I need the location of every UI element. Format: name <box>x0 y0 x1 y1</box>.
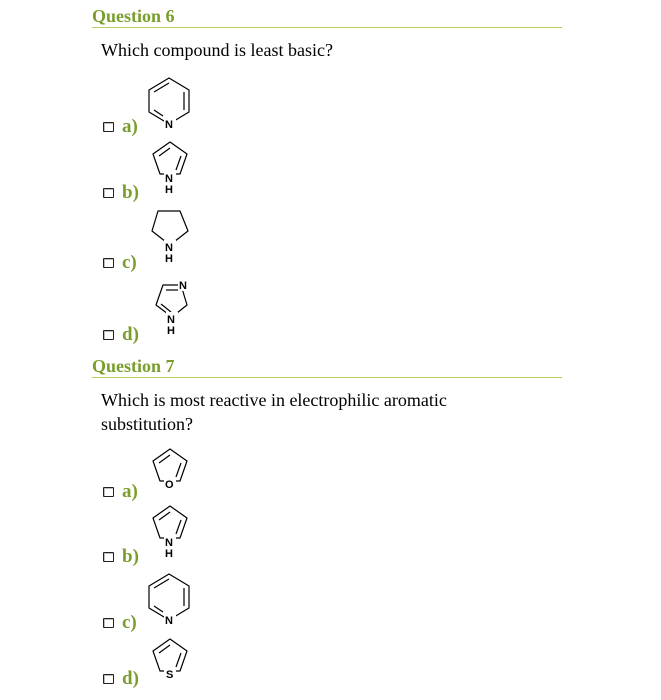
question-7-divider <box>92 377 562 378</box>
question-6-text: Which compound is least basic? <box>101 40 333 60</box>
option-letter: c) <box>122 252 137 273</box>
hydrogen-label: H <box>165 184 173 196</box>
nitrogen-label: N <box>165 119 173 131</box>
option-letter: d) <box>122 668 139 689</box>
option-letter: b) <box>122 182 139 203</box>
q7-option-d[interactable] <box>103 668 139 690</box>
option-letter: a) <box>122 481 138 502</box>
nitrogen-label: N <box>165 537 173 549</box>
nitrogen-label: N <box>165 615 173 627</box>
checkbox[interactable] <box>103 122 114 132</box>
q6-option-a[interactable] <box>103 116 138 138</box>
question-6-title: Question 6 <box>92 6 175 26</box>
pyridine-structure <box>140 72 200 134</box>
checkbox[interactable] <box>103 487 114 497</box>
question-7-text: Which is most reactive in electrophilic aromatic substitution? <box>101 390 447 434</box>
hydrogen-label: H <box>167 325 175 337</box>
pyrrole-structure <box>148 498 193 562</box>
checkbox[interactable] <box>103 674 114 684</box>
checkbox[interactable] <box>103 330 114 340</box>
oxygen-label: O <box>165 479 174 491</box>
checkbox[interactable] <box>103 188 114 198</box>
furan-structure <box>148 443 193 497</box>
sulfur-label: S <box>166 669 174 681</box>
option-letter: c) <box>122 612 137 633</box>
checkbox[interactable] <box>103 552 114 562</box>
thiophene-structure <box>148 633 193 687</box>
q7-option-b[interactable] <box>103 546 139 568</box>
nitrogen-label: N <box>179 280 187 292</box>
hydrogen-label: H <box>165 548 173 560</box>
pyrrole-structure <box>148 134 193 198</box>
checkbox[interactable] <box>103 618 114 628</box>
q6-option-b[interactable] <box>103 182 139 204</box>
option-letter: d) <box>122 324 139 345</box>
nitrogen-label: N <box>165 242 173 254</box>
q6-option-d[interactable] <box>103 324 139 346</box>
pyrrolidine-structure <box>146 203 194 267</box>
question-7-title: Question 7 <box>92 356 175 376</box>
option-letter: a) <box>122 116 138 137</box>
q6-option-c[interactable] <box>103 252 137 274</box>
checkbox[interactable] <box>103 258 114 268</box>
option-letter: b) <box>122 546 139 567</box>
hydrogen-label: H <box>165 253 173 265</box>
q7-option-a[interactable] <box>103 481 138 503</box>
nitrogen-label: N <box>167 314 175 326</box>
imidazole-structure <box>148 275 193 339</box>
question-6-divider <box>92 27 562 28</box>
pyridine-structure <box>140 568 200 630</box>
q7-option-c[interactable] <box>103 612 137 634</box>
nitrogen-label: N <box>165 173 173 185</box>
